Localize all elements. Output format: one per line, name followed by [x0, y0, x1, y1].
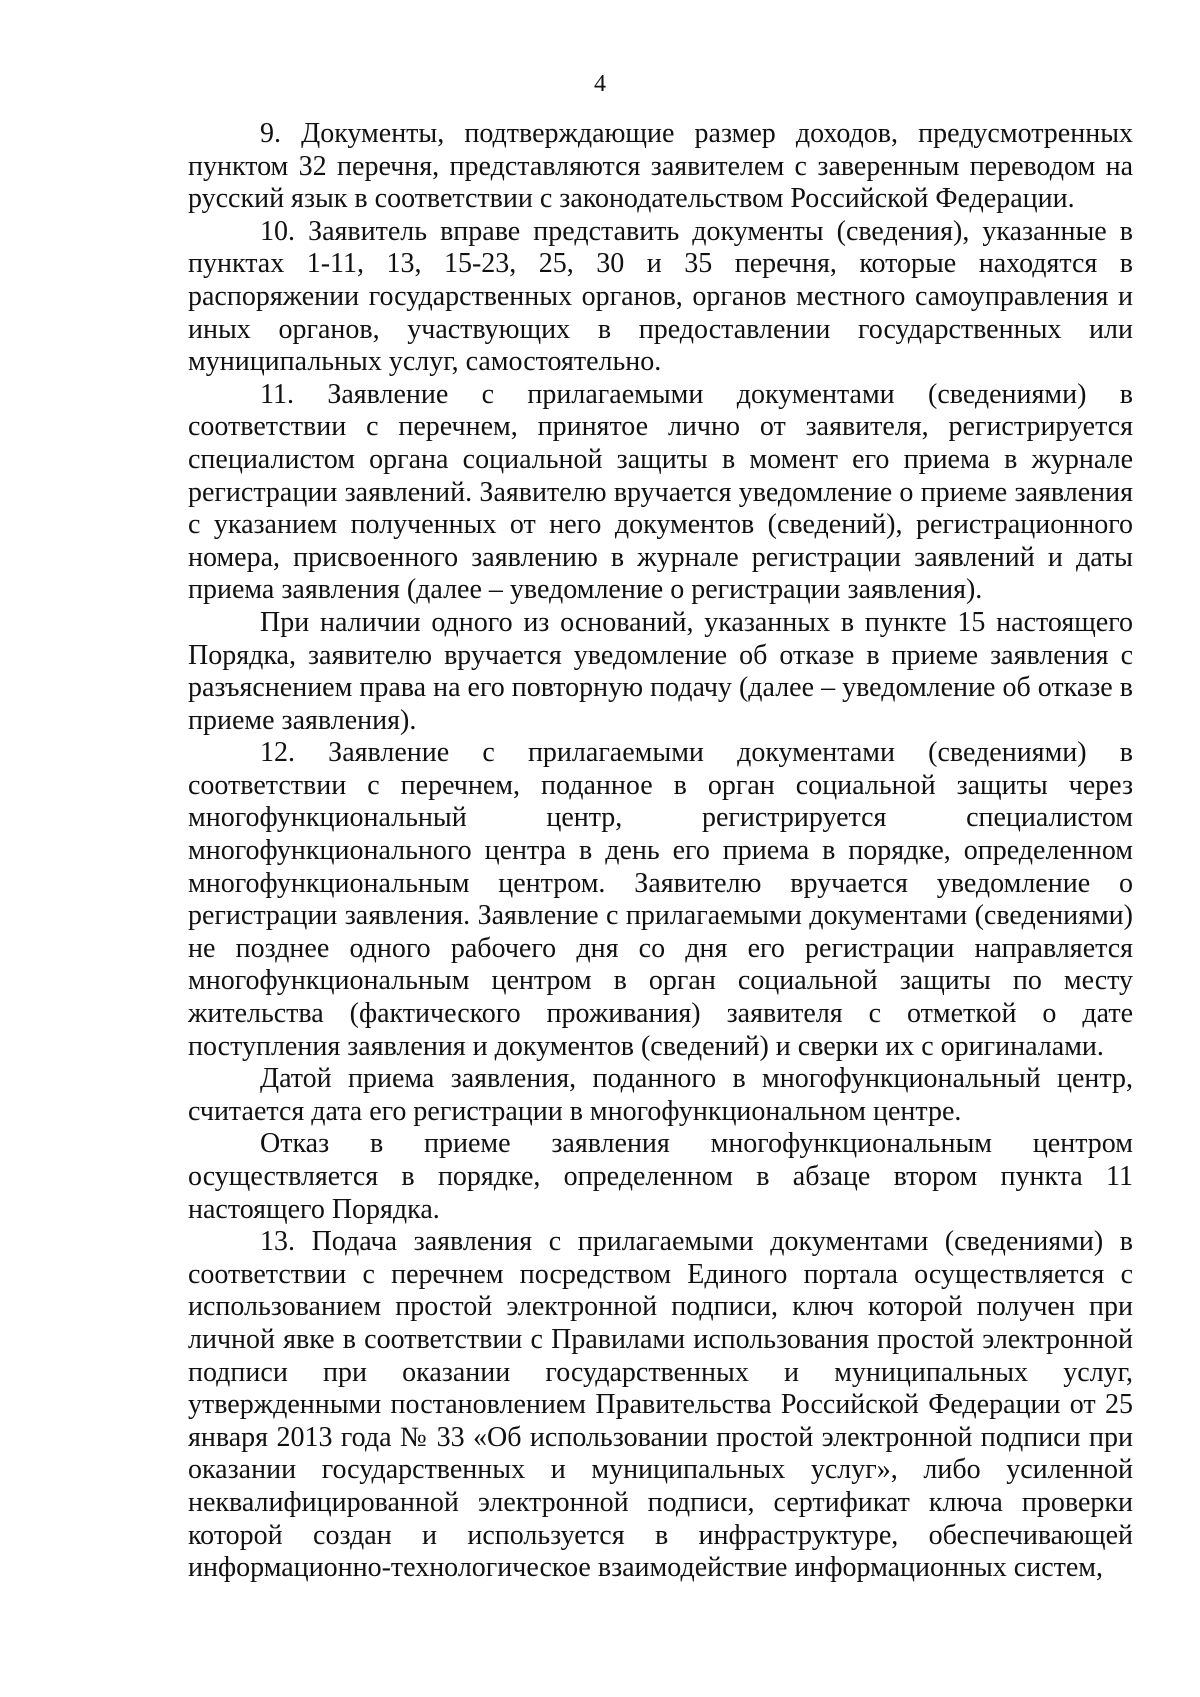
paragraph-item-13: 13. Подача заявления с прилагаемыми документами (сведениями) в соответствии с перечнем посредством Единого портала осуществляется с использованием простой электронной подписи, ключ которой получен при личной явке в соответствии с Правилами использования простой электронной подписи при оказании государственных и муниципальных услуг, утвержденными постановлением Правительства Российской Федерации от 25 января 2013 года № 33 «Об использовании простой электронной подписи при оказании государственных и муниципальных услуг», либо усиленной неквалифицированной электронной подписи, сертификат ключа проверки которой создан и используется в инфраструктуре, обеспечивающей информационно-технологическое взаимодействие информационных систем,: [188, 1226, 1133, 1584]
paragraph-item-11-refusal: При наличии одного из оснований, указанных в пункте 15 настоящего Порядка, заявителю вручается уведомление об отказе в приеме заявления с разъяснением права на его повторную подачу (далее – уведомление об отказе в приеме заявления).: [188, 606, 1133, 736]
document-body: [188, 118, 1133, 1585]
paragraph-item-10: 10. Заявитель вправе представить документы (сведения), указанные в пунктах 1-11, 13, 15-23, 25, 30 и 35 перечня, которые находятся в распоряжении государственных органов, органов местного самоуправления и иных органов, участвующих в предоставлении государственных или муниципальных услуг, самостоятельно.: [188, 215, 1133, 378]
page-number: 4: [594, 71, 606, 97]
paragraph-item-9: 9. Документы, подтверждающие размер доходов, предусмотренных пунктом 32 перечня, представляются заявителем с заверенным переводом на русский язык в соответствии с законодательством Российской Федерации.: [188, 118, 1133, 215]
paragraph-item-12-acceptance-date: Датой приема заявления, поданного в многофункциональный центр, считается дата его регистрации в многофункциональном центре.: [188, 1063, 1133, 1127]
paragraph-item-12-refusal: Отказ в приеме заявления многофункциональным центром осуществляется в порядке, определенном в абзаце втором пункта 11 настоящего Порядка.: [188, 1128, 1133, 1225]
paragraph-item-12: 12. Заявление с прилагаемыми документами (сведениями) в соответствии с перечнем, поданное в орган социальной защиты через многофункциональный центр, регистрируется специалистом многофункционального центра в день его приема в порядке, определенном многофункциональным центром. Заявителю вручается уведомление о регистрации заявления. Заявление с прилагаемыми документами (сведениями) не позднее одного рабочего дня со дня его регистрации направляется многофункциональным центром в орган социальной защиты по месту жительства (фактического проживания) заявителя с отметкой о дате поступления заявления и документов (сведений) и сверки их с оригиналами.: [188, 737, 1133, 1062]
paragraph-item-11: 11. Заявление с прилагаемыми документами (сведениями) в соответствии с перечнем, принятое лично от заявителя, регистрируется специалистом органа социальной защиты в момент его приема в журнале регистрации заявлений. Заявителю вручается уведомление о приеме заявления с указанием полученных от него документов (сведений), регистрационного номера, присвоенного заявлению в журнале регистрации заявлений и даты приема заявления (далее – уведомление о регистрации заявления).: [188, 378, 1133, 606]
